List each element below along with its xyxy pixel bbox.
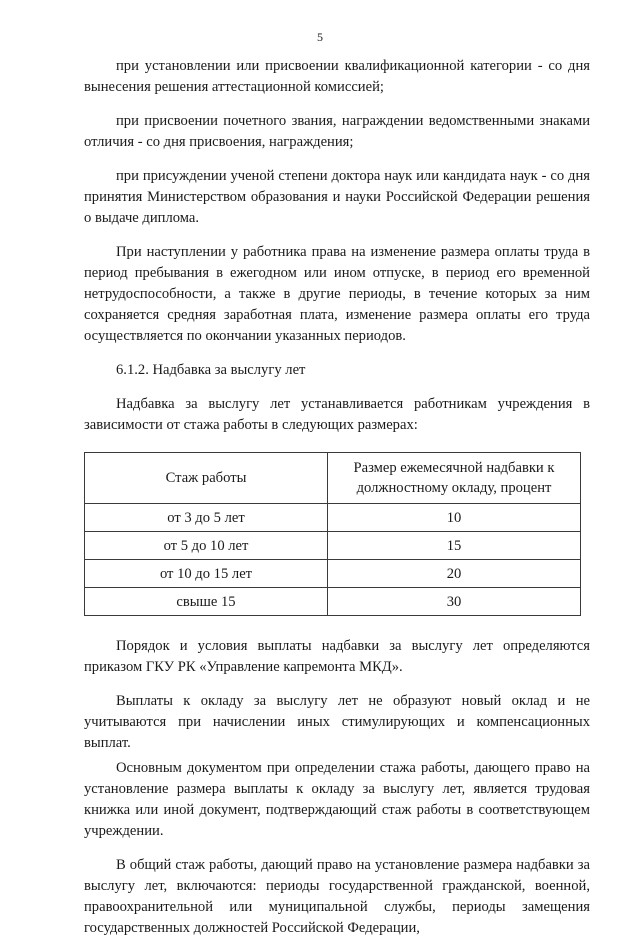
section-heading: 6.1.2. Надбавка за выслугу лет (116, 362, 306, 378)
table-intro: Надбавка за выслугу лет устанавливается работникам учреждения в зависимости от стажа работы в следующих размерах: (84, 396, 590, 433)
paragraph-vacation-change: При наступлении у работника права на изменение размера оплаты труда в период пребывания в ежегодном или ином отпуске, в период его временной нетрудоспособности, а также в другие периоды, в течение которых за ним сохраняется средняя заработная плата, изменение размера оплаты его труда осуществляется по окончании указанных периодов. (84, 244, 590, 344)
cell-experience: свыше 15 (85, 588, 328, 616)
header-bonus-percent: Размер ежемесячной надбавки к должностному окладу, процент (328, 453, 581, 504)
cell-percent: 30 (328, 588, 581, 616)
document-body (84, 56, 590, 939)
cell-experience: от 3 до 5 лет (85, 504, 328, 532)
table-row (85, 532, 581, 560)
cell-experience: от 10 до 15 лет (85, 560, 328, 588)
seniority-bonus-table (84, 452, 581, 616)
paragraph-total-experience: В общий стаж работы, дающий право на установление размера надбавки за выслугу лет, включаются: периоды государственной гражданской, военной, правоохранительной или муниципальной службы, периоды замещения государственных должностей Российской Федерации, (84, 857, 590, 936)
cell-percent: 15 (328, 532, 581, 560)
table-row (85, 560, 581, 588)
cell-percent: 10 (328, 504, 581, 532)
paragraph-qualification: при установлении или присвоении квалификационной категории - со дня вынесения решения аттестационной комиссией; (84, 58, 590, 95)
paragraph-payments-not-salary: Выплаты к окладу за выслугу лет не образуют новый оклад и не учитываются при начислении иных стимулирующих и компенсационных выплат. (84, 693, 590, 751)
paragraph-main-document: Основным документом при определении стажа работы, дающего право на установление размера выплаты к окладу за выслугу лет, является трудовая книжка или иной документ, подтверждающий стаж работы в соответствующем учреждении. (84, 760, 590, 839)
paragraph-order-conditions: Порядок и условия выплаты надбавки за выслугу лет определяются приказом ГКУ РК «Управление капремонта МКД». (84, 638, 590, 675)
paragraph-honorary-title: при присвоении почетного звания, награждении ведомственными знаками отличия - со дня присвоения, награждения; (84, 113, 590, 150)
paragraph-academic-degree: при присуждении ученой степени доктора наук или кандидата наук - со дня принятия Министерством образования и науки Российской Федерации решения о выдаче диплома. (84, 168, 590, 226)
table-row (85, 504, 581, 532)
cell-experience: от 5 до 10 лет (85, 532, 328, 560)
table-row (85, 588, 581, 616)
header-experience: Стаж работы (85, 453, 328, 504)
page-number: 5 (317, 30, 323, 44)
table-header-row (85, 453, 581, 504)
cell-percent: 20 (328, 560, 581, 588)
